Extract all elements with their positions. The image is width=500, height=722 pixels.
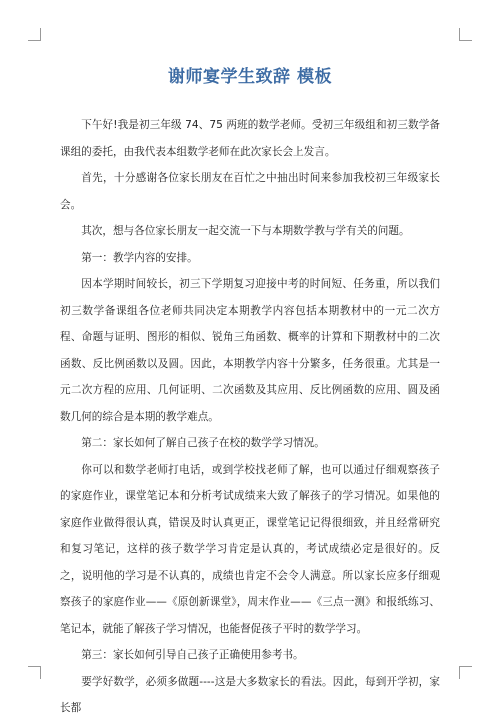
paragraph-section-2: 你可以和数学老师打电话，或到学校找老师了解，也可以通过仔细观察孩子的家庭作业，课堂笔记本和分析考试成绩来大致了解孩子的学习情况。如果他的家庭作业做得很认真，错误及时认真更正，课堂笔记记得很细致，并且经常研究和复习笔记，这样的孩子数学学习肯定是认真的，考试成绩必定是很好的。反之，说明他的学习是不认真的，成绩也肯定不会令人满意。所以家长应多仔细观察孩子的家庭作业——《原创新课堂》，周末作业——《三点一测》和报纸练习、笔记本，就能了解孩子学习情况，也能督促孩子平时的数学学习。: [60, 463, 440, 635]
paragraph-purpose: 其次，想与各位家长朋友一起交流一下与本期数学教与学有关的问题。: [81, 225, 410, 237]
crop-mark-top-left: [28, 28, 41, 41]
paragraph-section-3: 要学好数学，必须多做题----这是大多数家长的看法。因此，每到开学初，家长都: [60, 675, 440, 714]
crop-mark-top-right: [459, 28, 472, 41]
crop-mark-bottom-right: [459, 666, 472, 679]
paragraph-section-1: 因本学期时间较长，初三下学期复习迎接中考的时间短、任务重，所以我们初三数学备课组各位老师共同决定本期教学内容包括本期教材中的一元二次方程、命题与证明、图形的相似、锐角三角函数、概率的计算和下期教材中的二次函数、反比例函数以及圆。因此，本期教学内容十分繁多，任务很重。尤其是一元二次方程的应用、几何证明、二次函数及其应用、反比例函数的应用、圆及函数几何的综合是本期的教学难点。: [60, 278, 440, 423]
document-body: [60, 112, 440, 722]
crop-mark-bottom-left: [28, 666, 41, 679]
heading-section-3: 第三：家长如何引导自己孩子正确使用参考书。: [81, 649, 304, 661]
heading-section-1: 第一：教学内容的安排。: [81, 251, 198, 264]
document-title: 谢师宴学生致辞 模板: [168, 67, 332, 87]
heading-section-2: 第二：家长如何了解自己孩子在校的数学学习情况。: [81, 437, 325, 449]
paragraph-greeting: 下午好!我是初三年级 74、75 两班的数学老师。受初三年级组和初三数学备课组的委托，由我代表本组数学老师在此次家长会上发言。: [60, 119, 440, 158]
paragraph-thanks: 首先，十分感谢各位家长朋友在百忙之中抽出时间来参加我校初三年级家长会。: [60, 172, 440, 211]
